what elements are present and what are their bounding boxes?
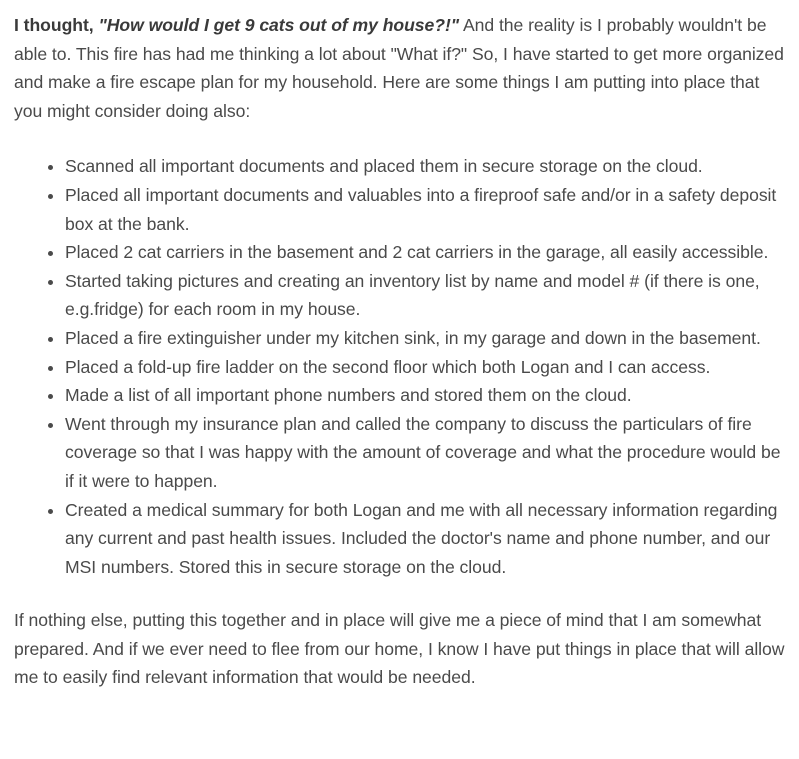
intro-quote: "How would I get 9 cats out of my house?!" <box>98 15 460 35</box>
article-body <box>14 11 786 692</box>
intro-paragraph <box>14 11 786 125</box>
list-item: • Went through my insurance plan and called the company to discuss the particulars of fire coverage so that I was happy with the amount of coverage and what the procedure would be if it were to happen. <box>65 410 786 496</box>
fire-plan-checklist <box>14 152 786 581</box>
list-item: • Placed 2 cat carriers in the basement and 2 cat carriers in the garage, all easily accessible. <box>65 238 786 267</box>
conclusion-paragraph: If nothing else, putting this together and in place will give me a piece of mind that I am somewhat prepared. And if we ever need to flee from our home, I know I have put things in place that will allow me to easily find relevant information that would be needed. <box>14 610 785 688</box>
list-item: • Started taking pictures and creating an inventory list by name and model # (if there is one, e.g.fridge) for each room in my house. <box>65 267 786 324</box>
list-item: • Placed a fire extinguisher under my kitchen sink, in my garage and down in the basement. <box>65 324 786 353</box>
list-item: • Created a medical summary for both Logan and me with all necessary information regarding any current and past health issues. Included the doctor's name and phone number, and our MSI numbers. Stored this in secure storage on the cloud. <box>65 496 786 582</box>
list-item: • Made a list of all important phone numbers and stored them on the cloud. <box>65 381 786 410</box>
list-item: • Scanned all important documents and placed them in secure storage on the cloud. <box>65 152 786 181</box>
intro-bold-lead: I thought, <box>14 15 99 35</box>
intro-text: And the reality is I probably wouldn't be able to. This fire has had me thinking a lot about "What if?" So, I have started to get more organized and make a fire escape plan for my household. Here are some things I am putting into place that you might consider doing also: <box>14 15 784 121</box>
list-item: • Placed a fold-up fire ladder on the second floor which both Logan and I can access. <box>65 353 786 382</box>
list-item: • Placed all important documents and valuables into a fireproof safe and/or in a safety deposit box at the bank. <box>65 181 786 238</box>
